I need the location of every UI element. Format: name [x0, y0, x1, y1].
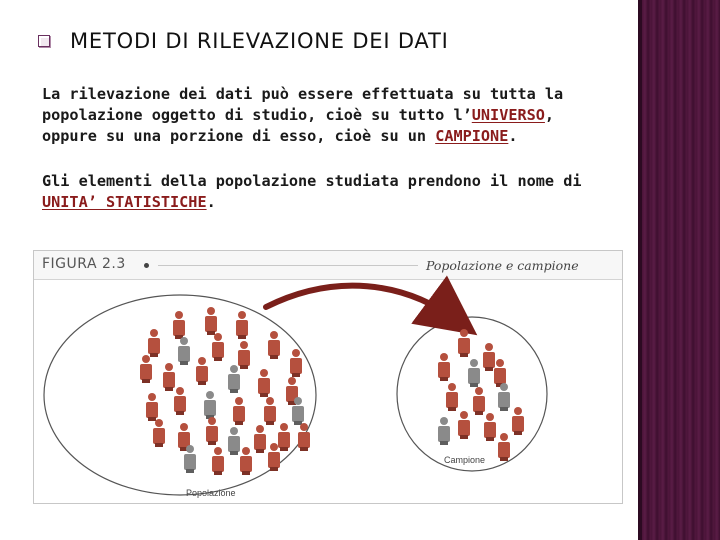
decorative-sidebar: [642, 0, 720, 540]
paragraph-universo: [42, 84, 612, 147]
paragraph1-text-a: La rilevazione dei dati può essere effettuata su tutta la popolazione oggetto di studio, cioè su tutto l’: [42, 85, 564, 124]
paragraph2-text-a: Gli elementi della popolazione studiata prendono il nome di: [42, 172, 582, 190]
sample-circle: [397, 317, 547, 471]
unita-statistiche-link[interactable]: UNITA’ STATISTICHE: [42, 193, 207, 211]
figure-caption: Popolazione e campione: [426, 258, 579, 273]
sample-label: Campione: [444, 455, 486, 465]
paragraph1-text-c: .: [508, 127, 518, 145]
population-label: Popolazione: [186, 488, 236, 498]
arrow-icon: [266, 286, 458, 321]
paragraph1-text-b: , oppure su una porzione di esso, cioè su un: [42, 106, 555, 145]
title-row: [38, 26, 449, 56]
population-sample-illustration: [34, 251, 622, 503]
campione-link[interactable]: CAMPIONE: [435, 127, 509, 145]
slide-title: METODI DI RILEVAZIONE DEI DATI: [70, 29, 449, 53]
figure-population-sample: [33, 250, 623, 504]
universo-link[interactable]: UNIVERSO: [471, 106, 545, 124]
figure-label: FIGURA 2.3: [42, 256, 126, 272]
paragraph-unita: [42, 171, 612, 213]
checkbox-bullet-icon: [38, 35, 50, 47]
paragraph2-text-b: .: [206, 193, 216, 211]
